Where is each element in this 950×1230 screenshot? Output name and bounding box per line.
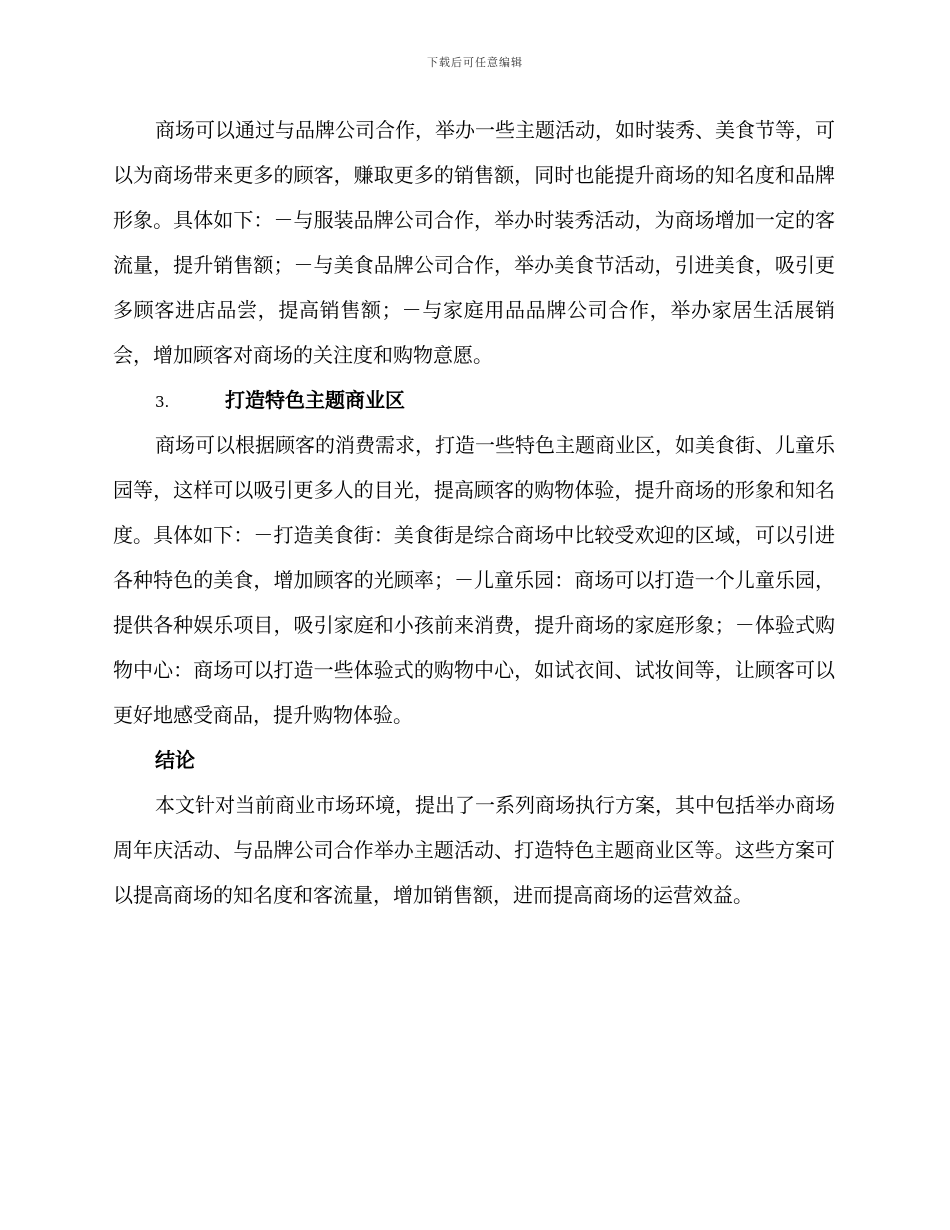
section-number: 3. (155, 393, 170, 411)
section-heading-themed-zone (113, 378, 835, 423)
document-body (113, 108, 835, 918)
paragraph-brand-cooperation: 商场可以通过与品牌公司合作，举办一些主题活动，如时装秀、美食节等，可以为商场带来更多的顾客，赚取更多的销售额，同时也能提升商场的知名度和品牌形象。具体如下：－与服装品牌公司合作，举办时装秀活动，为商场增加一定的客流量，提升销售额；－与美食品牌公司合作，举办美食节活动，引进美食，吸引更多顾客进店品尝，提高销售额；－与家庭用品品牌公司合作，举办家居生活展销会，增加顾客对商场的关注度和购物意愿。 (113, 118, 835, 367)
section-heading-conclusion (113, 738, 835, 783)
section-title: 打造特色主题商业区 (225, 388, 405, 412)
paragraph-conclusion: 本文针对当前商业市场环境，提出了一系列商场执行方案，其中包括举办商场周年庆活动、与品牌公司合作举办主题活动、打造特色主题商业区等。这些方案可以提高商场的知名度和客流量，增加销售额，进而提高商场的运营效益。 (113, 793, 835, 907)
paragraph-themed-zone: 商场可以根据顾客的消费需求，打造一些特色主题商业区，如美食街、儿童乐园等，这样可以吸引更多人的目光，提高顾客的购物体验，提升商场的形象和知名度。具体如下：－打造美食街：美食街是综合商场中比较受欢迎的区域，可以引进各种特色的美食，增加顾客的光顾率；－儿童乐园：商场可以打造一个儿童乐园，提供各种娱乐项目，吸引家庭和小孩前来消费，提升商场的家庭形象；－体验式购物中心：商场可以打造一些体验式的购物中心，如试衣间、试妆间等，让顾客可以更好地感受商品，提升购物体验。 (113, 433, 835, 727)
page-header: 下载后可任意编辑 (427, 56, 523, 69)
conclusion-title: 结论 (155, 748, 195, 772)
